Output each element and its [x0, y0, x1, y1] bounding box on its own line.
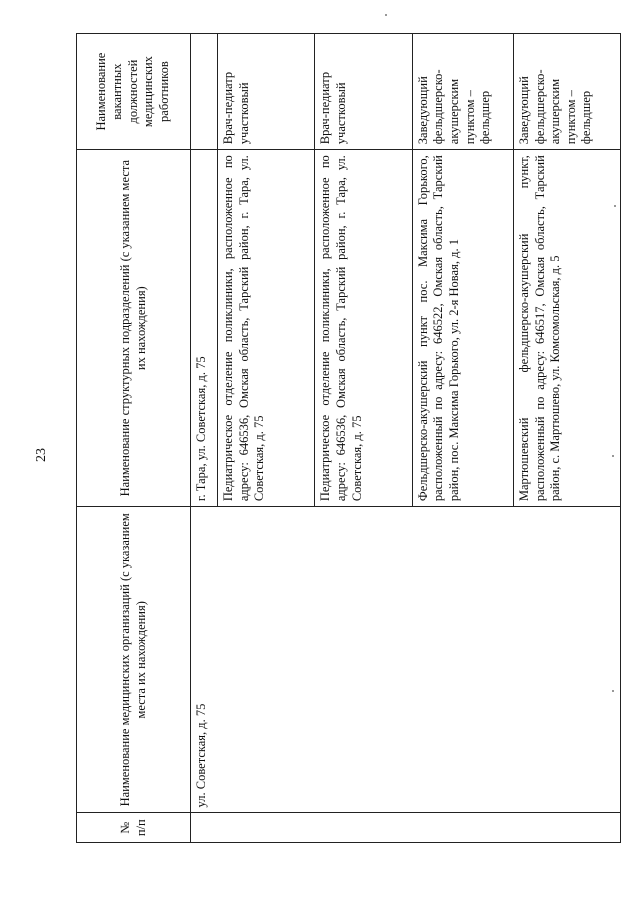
header-number: № п/п: [77, 813, 191, 843]
vacancies-table: [76, 33, 621, 843]
page-number: 23: [34, 448, 49, 462]
scan-speck: [612, 690, 614, 692]
scan-speck: [614, 205, 616, 207]
scan-speck: [612, 455, 614, 457]
subdivision-cell: Педиатрическое отделение поликлиники, расположенное по адресу: 646536, Омская область, Тарский район, г. Тара, ул. Советская, д. 75: [217, 150, 314, 507]
organization-cell: ул. Советская, д. 75: [191, 507, 621, 813]
row-number-cell: [191, 813, 621, 843]
vacancy-cell: Заведующий фельдшерско-акушерским пунктом – фельдшер: [513, 34, 620, 150]
table-row: [191, 34, 218, 843]
rotated-table-area: [76, 33, 621, 843]
header-organization: Наименование медицинских организаций (с указанием места их нахождения): [77, 507, 191, 813]
header-subdivision: Наименование структурных подразделений (с указанием места их нахождения): [77, 150, 191, 507]
vacancy-cell: Заведующий фельдшерско-акушерским пунктом – фельдшер: [412, 34, 513, 150]
subdivision-cell: Мартюшевский фельдшерско-акушерский пункт, расположенный по адресу: 646517, Омская область, Тарский район, с. Мартюшево, ул. Комсомольская, д. 5: [513, 150, 620, 507]
scan-speck: [385, 14, 387, 16]
subdivision-cell: г. Тара, ул. Советская, д. 75: [191, 150, 218, 507]
header-vacancy: Наименование вакантных должностей медицинских работников: [77, 34, 191, 150]
vacancy-cell: [191, 34, 218, 150]
table-rotation-wrapper: [76, 33, 621, 843]
subdivision-cell: Фельдшерско-акушерский пункт пос. Максима Горького, расположенный по адресу: 646522, Омская область, Тарский район, пос. Максима Горького, ул. 2-я Новая, д. 1: [412, 150, 513, 507]
vacancy-cell: Врач-педиатр участковый: [315, 34, 412, 150]
subdivision-cell: Педиатрическое отделение поликлиники, расположенное по адресу: 646536, Омская область, Тарский район, г. Тара, ул. Советская, д. 75: [315, 150, 412, 507]
table-header-row: [77, 34, 191, 843]
vacancy-cell: Врач-педиатр участковый: [217, 34, 314, 150]
